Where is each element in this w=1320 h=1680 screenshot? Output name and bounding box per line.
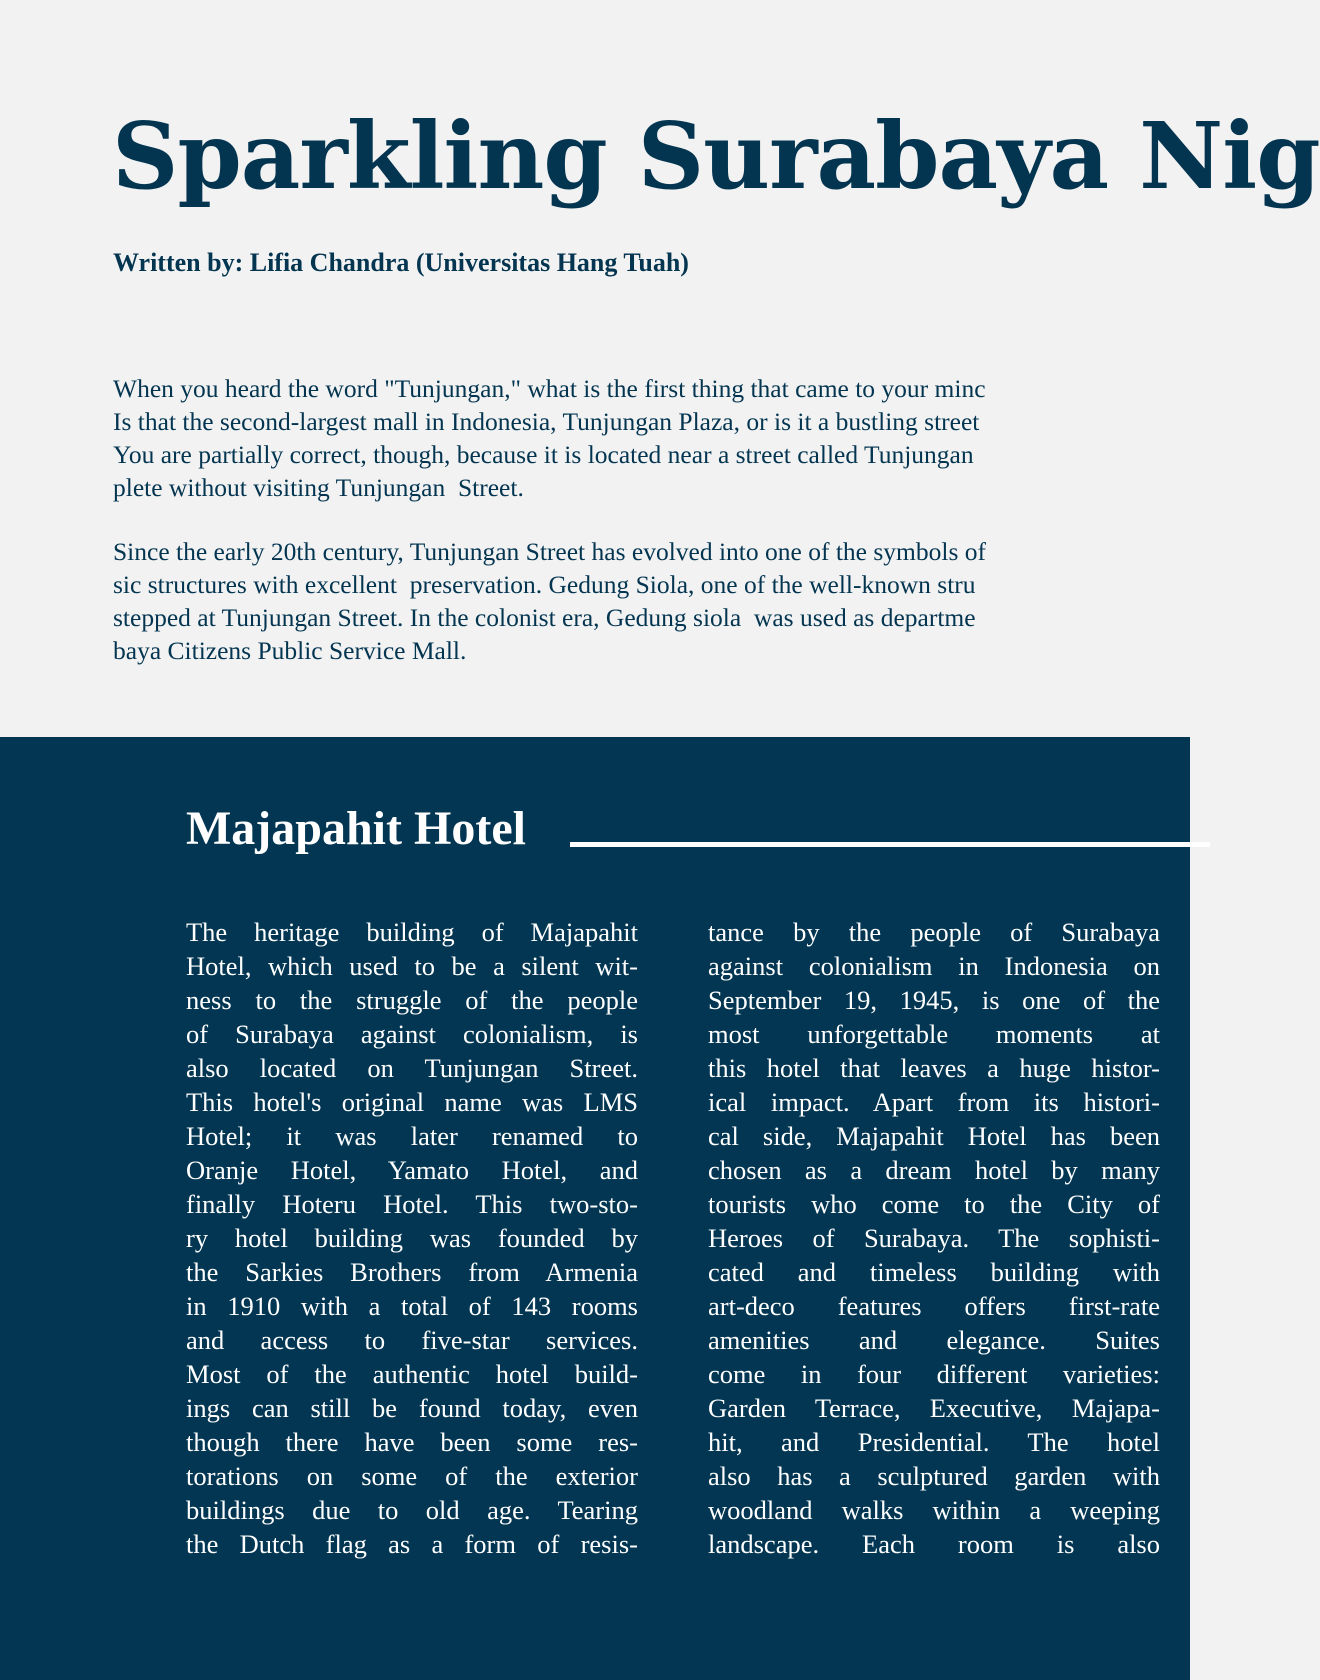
intro-line: plete without visiting Tunjungan Street. <box>113 473 524 502</box>
column-line: woodland walks within a weeping <box>708 1495 1160 1525</box>
column-line: The heritage building of Majapahit <box>186 917 638 947</box>
column-line: This hotel's original name was LMS <box>186 1087 638 1117</box>
column-line: Oranje Hotel, Yamato Hotel, and <box>186 1155 638 1185</box>
right-column <box>708 915 1160 1561</box>
column-line: in 1910 with a total of 143 rooms <box>186 1291 638 1321</box>
column-line: of Surabaya against colonialism, is <box>186 1019 638 1049</box>
column-line: amenities and elegance. Suites <box>708 1325 1160 1355</box>
column-line: Heroes of Surabaya. The sophisti- <box>708 1223 1160 1253</box>
left-column <box>186 915 638 1561</box>
intro-text <box>113 372 1313 698</box>
column-line: also has a sculptured garden with <box>708 1461 1160 1491</box>
column-line: Most of the authentic hotel build- <box>186 1359 638 1389</box>
column-line: buildings due to old age. Tearing <box>186 1495 638 1525</box>
column-line: the Dutch flag as a form of resis- <box>186 1529 638 1559</box>
intro-line: Is that the second-largest mall in Indonesia, Tunjungan Plaza, or is it a bustling street <box>113 407 980 436</box>
column-line: art-deco features offers first-rate <box>708 1291 1160 1321</box>
column-line: tourists who come to the City of <box>708 1189 1160 1219</box>
intro-line: baya Citizens Public Service Mall. <box>113 636 467 665</box>
column-line: finally Hoteru Hotel. This two-sto- <box>186 1189 638 1219</box>
column-line: hit, and Presidential. The hotel <box>708 1427 1160 1457</box>
intro-paragraph <box>113 372 1313 504</box>
column-line: landscape. Each room is also <box>708 1529 1160 1559</box>
column-line: against colonialism in Indonesia on <box>708 951 1160 981</box>
column-line: torations on some of the exterior <box>186 1461 638 1491</box>
column-line: ings can still be found today, even <box>186 1393 638 1423</box>
intro-line: When you heard the word "Tunjungan," what is the first thing that came to your minc <box>113 374 986 403</box>
column-line: ical impact. Apart from its histori- <box>708 1087 1160 1117</box>
column-line: ness to the struggle of the people <box>186 985 638 1015</box>
column-line: the Sarkies Brothers from Armenia <box>186 1257 638 1287</box>
column-line: September 19, 1945, is one of the <box>708 985 1160 1015</box>
title-rule <box>570 842 1210 847</box>
column-line: and access to five-star services. <box>186 1325 638 1355</box>
column-line: ry hotel building was founded by <box>186 1223 638 1253</box>
section-title: Majapahit Hotel <box>186 802 526 855</box>
header-area <box>0 0 1320 737</box>
section-majapahit <box>0 737 1190 1680</box>
article-title: Sparkling Surabaya Nig <box>112 102 1320 210</box>
column-line: cated and timeless building with <box>708 1257 1160 1287</box>
intro-line: Since the early 20th century, Tunjungan Street has evolved into one of the symbols of <box>113 537 986 566</box>
column-line: tance by the people of Surabaya <box>708 917 1160 947</box>
column-line: chosen as a dream hotel by many <box>708 1155 1160 1185</box>
column-line: Hotel; it was later renamed to <box>186 1121 638 1151</box>
byline: Written by: Lifia Chandra (Universitas Hang Tuah) <box>113 248 689 277</box>
intro-paragraph <box>113 535 1313 667</box>
intro-line: sic structures with excellent preservation. Gedung Siola, one of the well-known stru <box>113 570 976 599</box>
column-line: though there have been some res- <box>186 1427 638 1457</box>
column-line: also located on Tunjungan Street. <box>186 1053 638 1083</box>
column-line: Hotel, which used to be a silent wit- <box>186 951 638 981</box>
column-line: this hotel that leaves a huge histor- <box>708 1053 1160 1083</box>
column-line: come in four different varieties: <box>708 1359 1160 1389</box>
column-line: cal side, Majapahit Hotel has been <box>708 1121 1160 1151</box>
intro-line: You are partially correct, though, because it is located near a street called Tunjungan <box>113 440 974 469</box>
column-line: Garden Terrace, Executive, Majapa- <box>708 1393 1160 1423</box>
intro-line: stepped at Tunjungan Street. In the colonist era, Gedung siola was used as departme <box>113 603 976 632</box>
column-line: most unforgettable moments at <box>708 1019 1160 1049</box>
